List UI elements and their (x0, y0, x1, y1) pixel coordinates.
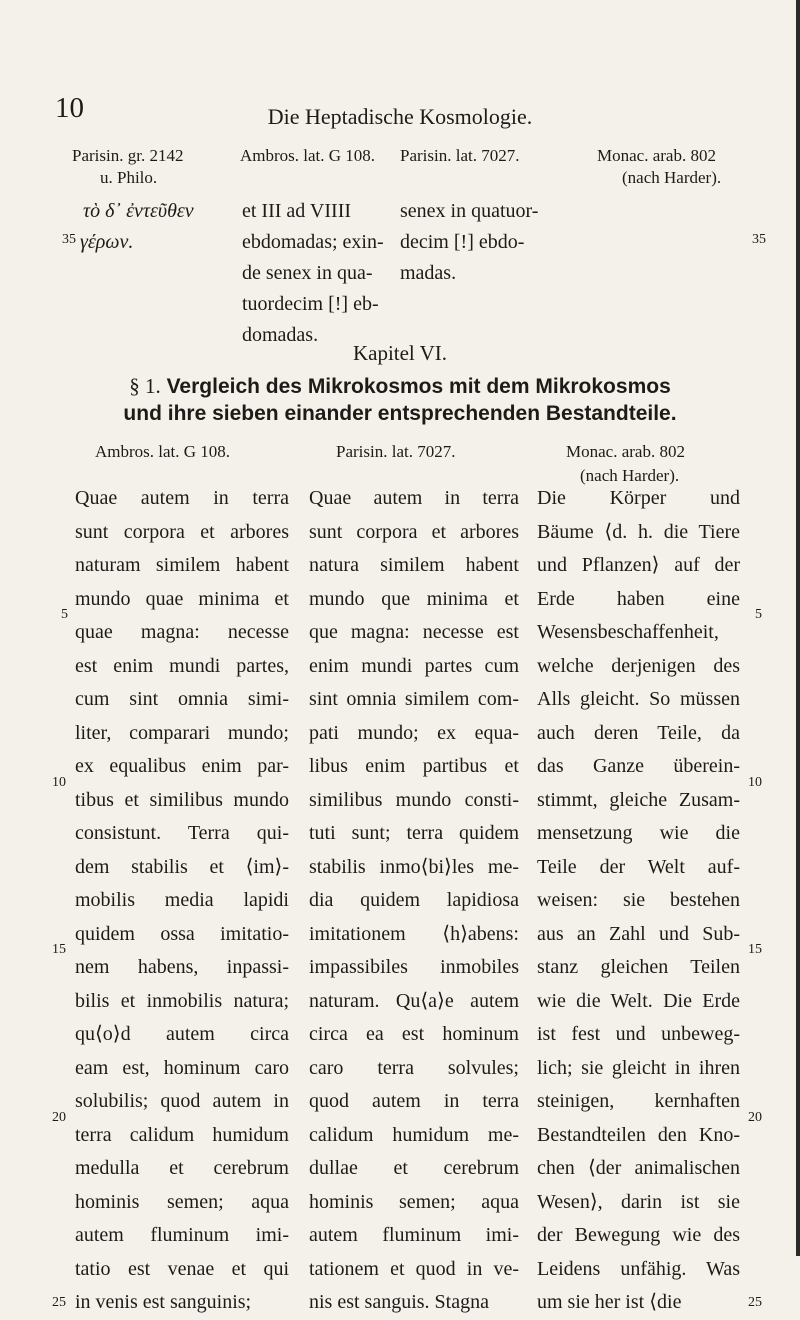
right-line-number-35: 35 (752, 232, 766, 247)
monac-line: ist fest und unbeweg- (537, 1023, 740, 1045)
ambros-top-line-2: ebdomadas; exin- (242, 231, 384, 253)
right-line-number-15: 15 (748, 942, 762, 957)
section-title-2: und ihre sieben einander entsprechenden Bestandteile. (123, 402, 677, 425)
monac-line: chen ⟨der animalischen (537, 1157, 740, 1179)
ambros-line: qu⟨o⟩d autem circa (75, 1023, 289, 1045)
page-edge-shadow (796, 0, 800, 1256)
ambros-line: est enim mundi partes, (75, 654, 289, 677)
parisin-line: stabilis inmo⟨bi⟩les me- (309, 855, 519, 878)
ambros-line: in venis est sanguinis; (75, 1291, 252, 1313)
left-line-number-25: 25 (52, 1295, 66, 1310)
column-header-monac-1: Monac. arab. 802 (566, 442, 685, 461)
parisin-line: dia quidem lapidiosa (309, 889, 519, 911)
left-line-number-10: 10 (52, 774, 66, 790)
ambros-line: mobilis media lapidi (75, 889, 289, 911)
greek-line-1: τὸ δ᾿ ἐντεῦθεν (83, 200, 194, 222)
parisin-line: Quae autem in terra (309, 487, 519, 509)
ambros-line: dem stabilis et ⟨im⟩- (75, 855, 289, 878)
source-header-greek-1: Parisin. gr. 2142 (72, 146, 184, 165)
ambros-line: terra calidum humidum (75, 1123, 289, 1146)
monac-line: Bäume ⟨d. h. die Tiere (537, 520, 740, 543)
parisin-line: similibus mundo consti- (309, 788, 519, 811)
ambros-line: tatio est venae et qui (75, 1257, 289, 1280)
ambros-line: eam est, hominum caro (75, 1056, 289, 1079)
left-line-number-15: 15 (52, 942, 66, 957)
monac-line: Wesensbeschaffenheit, (537, 621, 719, 643)
monac-line: steinigen, kernhaften (537, 1090, 740, 1112)
column-header-ambros: Ambros. lat. G 108. (95, 442, 231, 461)
parisin-line: nis est sanguis. Stagna (309, 1291, 489, 1313)
monac-line: und Pflanzen⟩ auf der (537, 554, 740, 576)
parisin-line: autem fluminum imi- (309, 1224, 519, 1246)
ambros-line: naturam similem habent (75, 554, 289, 576)
parisin-line: sunt corpora et arbores (309, 520, 519, 543)
monac-line: lich; sie gleicht in ihren (537, 1056, 740, 1079)
source-header-parisin-top: Parisin. lat. 7027. (400, 146, 520, 165)
parisin-line: caro terra solvules; (309, 1056, 519, 1079)
parisin-line: tuti sunt; terra quidem (309, 822, 519, 844)
monac-line: welche derjenigen des (537, 654, 740, 677)
monac-line: wie die Welt. Die Erde (537, 989, 740, 1012)
monac-line: Alls gleicht. So müssen (537, 688, 740, 710)
parisin-top-line-2: decim [!] ebdo- (400, 231, 525, 253)
source-header-ambros-top: Ambros. lat. G 108. (240, 146, 376, 165)
ambros-line: autem fluminum imi- (75, 1224, 289, 1246)
ambros-line: cum sint omnia simi- (75, 688, 289, 710)
monac-line: das Ganze überein- (537, 755, 740, 777)
monac-line: mensetzung wie die (537, 822, 740, 844)
monac-line: der Bewegung wie des (537, 1224, 740, 1246)
monac-line: stimmt, gleiche Zusam- (537, 788, 740, 811)
monac-line: Wesen⟩, darin ist sie (537, 1190, 740, 1213)
ambros-column (75, 482, 289, 1320)
ambros-top-line-5: domadas. (242, 324, 319, 346)
source-header-monac-top-2: (nach Harder). (622, 168, 722, 187)
parisin-line: tationem et quod in ve- (309, 1257, 519, 1280)
section-title-1: Vergleich des Mikrokosmos mit dem Mikrokosmos (166, 375, 671, 398)
ambros-top-line-4: tuordecim [!] eb- (242, 293, 379, 315)
left-line-number-5: 5 (61, 607, 68, 622)
parisin-line: quod autem in terra (309, 1090, 519, 1112)
parisin-top-line-3: madas. (400, 262, 457, 284)
ambros-line: quae magna: necesse (75, 621, 289, 643)
parisin-line: impassibiles inmobiles (309, 956, 519, 978)
ambros-line: hominis semen; aqua (75, 1190, 289, 1213)
monac-line: Erde haben eine (537, 587, 740, 610)
greek-line-2: γέρων. (80, 231, 134, 253)
parisin-line: dullae et cerebrum (309, 1157, 519, 1179)
parisin-line: naturam. Qu⟨a⟩e autem (309, 989, 519, 1012)
ambros-line: sunt corpora et arbores (75, 520, 289, 543)
monac-line: Bestandteilen den Kno- (537, 1123, 740, 1146)
parisin-line: enim mundi partes cum (309, 654, 519, 677)
running-title: Die Heptadische Kosmologie. (267, 104, 533, 129)
monac-line: aus an Zahl und Sub- (537, 922, 740, 945)
parisin-line: calidum humidum me- (309, 1123, 519, 1146)
source-header-monac-top-1: Monac. arab. 802 (597, 146, 716, 165)
monac-line: stanz gleichen Teilen (537, 956, 740, 978)
chapter-title: Kapitel VI. (352, 341, 448, 365)
ambros-line: tibus et similibus mundo (75, 788, 289, 811)
parisin-top-line-1: senex in quatuor- (400, 200, 539, 222)
ambros-line: bilis et inmobilis natura; (75, 989, 289, 1012)
right-line-number-25: 25 (748, 1295, 762, 1310)
ambros-line: medulla et cerebrum (75, 1157, 289, 1179)
parisin-line: sint omnia similem com- (309, 688, 519, 710)
parisin-line: imitationem ⟨h⟩abens: (309, 922, 519, 945)
monac-line: weisen: sie bestehen (537, 889, 740, 911)
ambros-line: Quae autem in terra (75, 487, 289, 509)
ambros-line: liter, comparari mundo; (75, 721, 289, 744)
monac-line: auch deren Teile, da (537, 721, 740, 744)
ambros-line: ex equalibus enim par- (75, 755, 289, 777)
ambros-top-line-1: et III ad VIIII (242, 200, 352, 222)
source-header-greek-2: u. Philo. (100, 168, 158, 187)
right-line-number-5: 5 (755, 607, 762, 622)
page-number: 10 (55, 92, 84, 124)
parisin-line: circa ea est hominum (309, 1023, 519, 1045)
ambros-line: nem habens, inpassi- (75, 956, 289, 978)
parisin-line: mundo que minima et (309, 587, 519, 610)
monac-column (537, 482, 740, 1320)
monac-line: Teile der Welt auf- (537, 855, 740, 878)
greek-line-number: 35 (62, 232, 76, 247)
monac-line: um sie her ist ⟨die (537, 1291, 682, 1313)
parisin-line: natura similem habent (309, 554, 519, 576)
ambros-line: mundo quae minima et (75, 587, 289, 610)
parisin-line: hominis semen; aqua (309, 1190, 519, 1213)
right-line-number-10: 10 (748, 774, 762, 790)
column-header-monac-2: (nach Harder). (580, 466, 680, 485)
parisin-line: libus enim partibus et (309, 755, 519, 777)
column-header-parisin: Parisin. lat. 7027. (336, 442, 456, 461)
ambros-line: quidem ossa imitatio- (75, 922, 289, 945)
parisin-column (309, 482, 519, 1320)
ambros-line: consistunt. Terra qui- (75, 822, 289, 844)
section-heading-line-1 (0, 374, 800, 399)
ambros-top-line-3: de senex in qua- (242, 262, 373, 284)
right-line-number-20: 20 (748, 1109, 762, 1125)
parisin-line: pati mundo; ex equa- (309, 721, 519, 744)
parisin-line: que magna: necesse est (309, 621, 519, 643)
monac-line: Leidens unfähig. Was (537, 1257, 740, 1280)
ambros-line: solubilis; quod autem in (75, 1090, 289, 1112)
left-line-number-20: 20 (52, 1109, 66, 1125)
section-mark: § 1. (129, 374, 161, 398)
monac-line: Die Körper und (537, 487, 740, 509)
